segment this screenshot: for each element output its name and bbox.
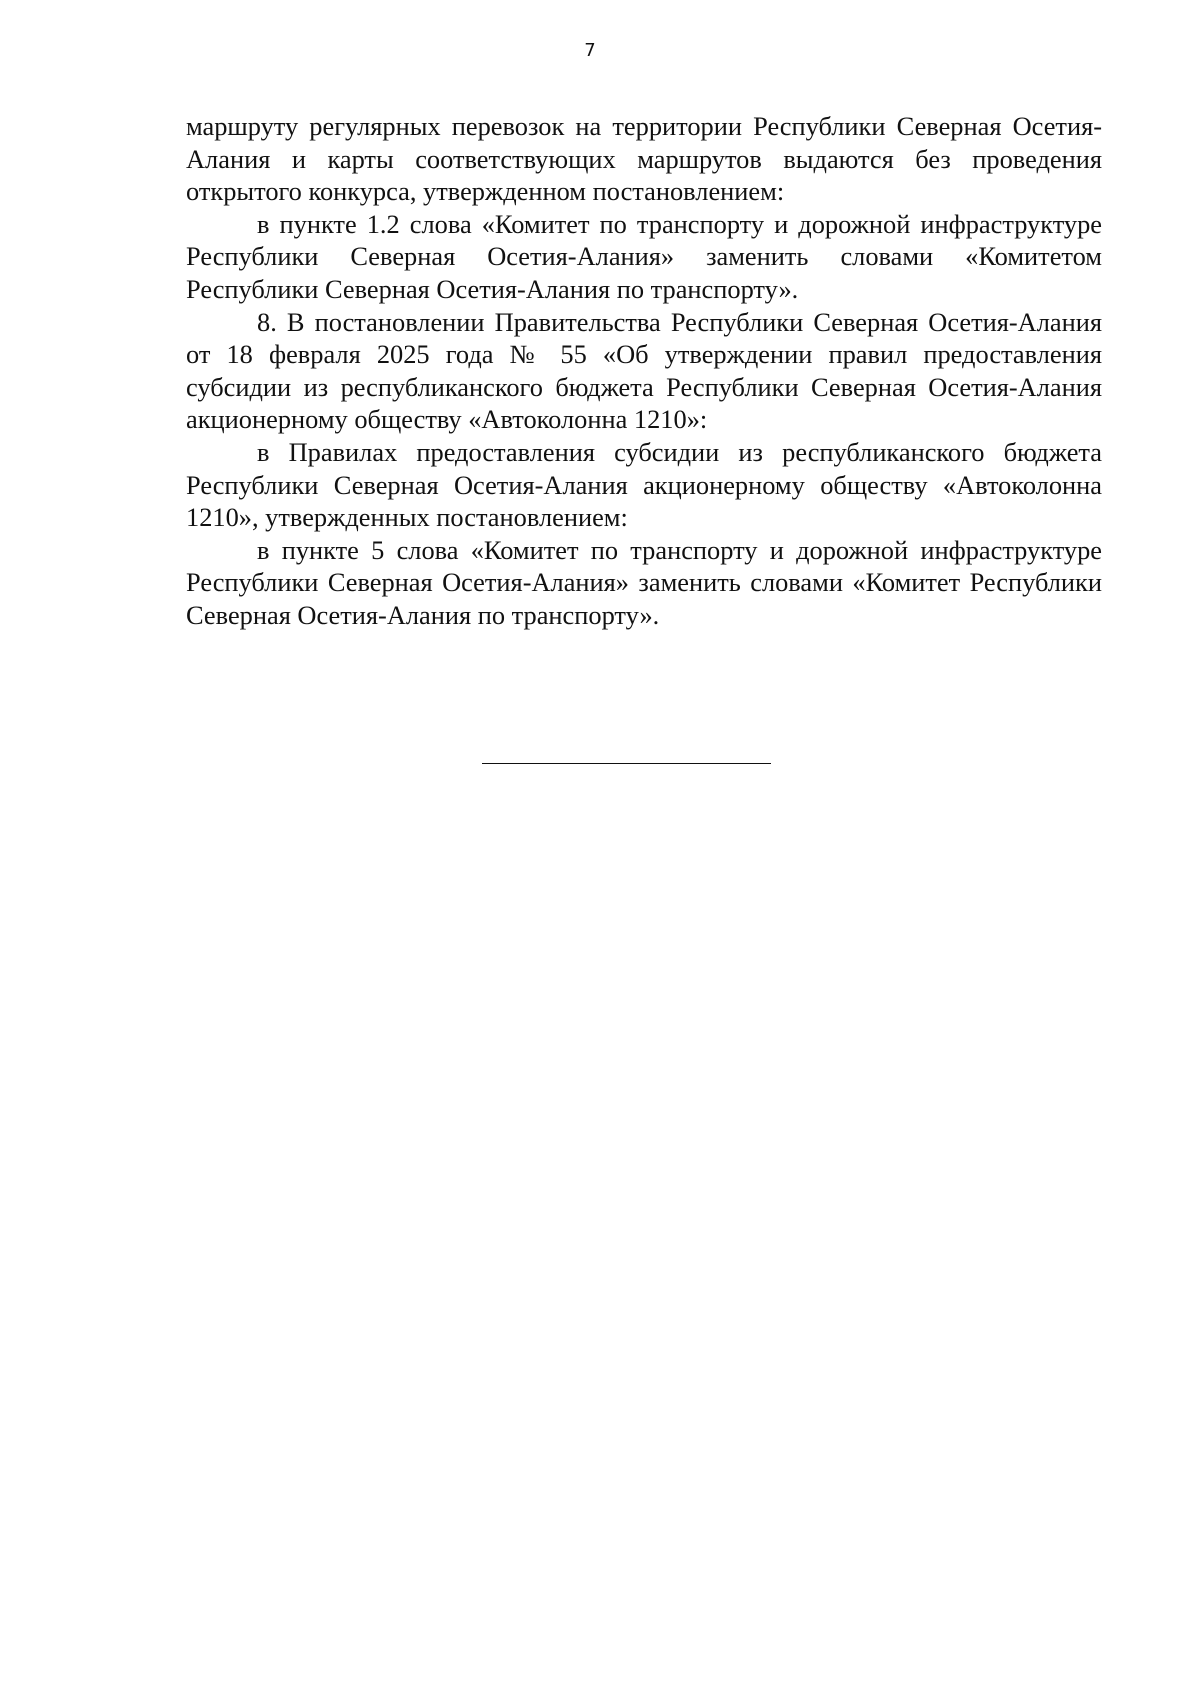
end-separator-line — [482, 763, 771, 764]
paragraph-clause-5: в пункте 5 слова «Комитет по транспорту и дорожной инфраструктуре Республики Северная Осетия-Алания» заменить словами «Комитет Республики Северная Осетия-Алания по транспорту». — [186, 534, 1102, 630]
document-body — [186, 110, 1102, 632]
page-number: 7 — [584, 40, 596, 61]
paragraph-continuation: маршруту регулярных перевозок на территории Республики Северная Осетия-Алания и карты соответствующих маршрутов выдаются без проведения открытого конкурса, утвержденном постановлением: — [186, 111, 1102, 207]
paragraph-clause-1-2: в пункте 1.2 слова «Комитет по транспорту и дорожной инфраструктуре Республики Северная Осетия-Алания» заменить словами «Комитетом Республики Северная Осетия-Алания по транспорту». — [186, 208, 1102, 304]
paragraph-rules: в Правилах предоставления субсидии из республиканского бюджета Республики Северная Осетия-Алания акционерному обществу «Автоколонна 1210», утвержденных постановлением: — [186, 436, 1102, 533]
paragraph-item-8: 8. В постановлении Правительства Республики Северная Осетия-Алания от 18 февраля 2025 года № 55 «Об утверждении правил предоставления субсидии из республиканского бюджета Республики Северная Осетия-Алания акционерному обществу «Автоколонна 1210»: — [186, 306, 1102, 435]
